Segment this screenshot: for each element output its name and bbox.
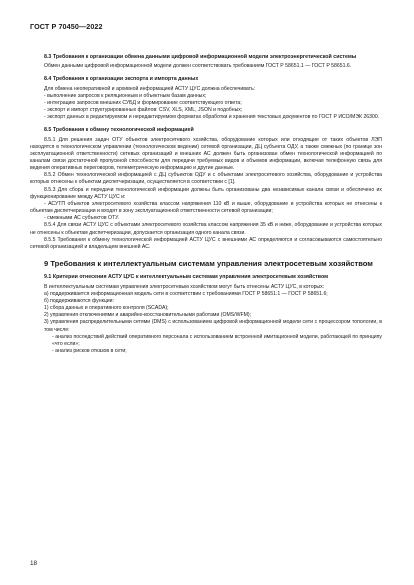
section-8-5-3-paragraph: 8.5.3 Для сбора и передачи технологической информации должны быть организованы два независимых канала связи и обеспечено их функционирование между АСТУ ЦУС и: bbox=[30, 186, 382, 200]
list-item: 2) управления отключениями и аварийно-восстановительными работами (OMS/WFM); bbox=[44, 312, 252, 319]
list-item: - экспорт данных в редактируемом и нередактируемом форматах обработки и хранения текстовых документов по ГОСТ Р ИСО/МЭК 26300. bbox=[44, 114, 380, 121]
page-content bbox=[30, 48, 382, 355]
section-8-5-2-paragraph: 8.5.2 Обмен технологической информацией с ДЦ субъектов ОДУ и с объектами электросетевого хозяйства, оборудование и устройства которых отнесены к объектам диспетчеризации, осуществляется в соответствии с [1]. bbox=[30, 172, 382, 186]
section-8-5-5-paragraph: 8.5.5 Требования к обмену технологической информацией АСТУ ЦУС с внешними АС определяются и согласовываются самостоятельно сетевой организацией и владельцем внешней АС. bbox=[30, 236, 382, 250]
page-number: 18 bbox=[30, 560, 38, 567]
list-item: - смежными АС субъектов ОТУ. bbox=[44, 215, 120, 222]
list-item: - интеграцию запросов внешних СУБД и формирование соответствующего ответа; bbox=[44, 99, 242, 106]
section-9-1-title: 9.1 Критерии отнесения АСТУ ЦУС к интеллектуальным системам управления электросетевым хозяйством bbox=[44, 274, 329, 281]
section-8-5-1-paragraph: 8.5.1 Для решения задач ОТУ объектов электросетевого хозяйства, оборудование которых или отходящие от таких объектов ЛЭП находятся в технологическом управлении (технологическом ведении) сетевой организации, ДЦ субъекта ОДУ, а также смежных (по границе зон эксплуатационной ответственности) сетевых организаций и внешних АС должен быть организован обмен технологической информацией по каналам связи достаточной пропускной способности для передачи требуемых видов и объемов информации, включая телефонную связь для ведения оперативных переговоров, телеметрическую информацию и другие данные. bbox=[30, 136, 382, 172]
list-item: 1) сбора данных и оперативного контроля (SCADA); bbox=[44, 305, 169, 312]
list-item: - выполнение запросов к реляционным и объектным базам данных; bbox=[44, 92, 207, 99]
document-code: ГОСТ Р 70450—2022 bbox=[30, 22, 103, 31]
section-8-3-paragraph: Обмен данными цифровой информационной модели должен соответствовать требованиям ГОСТ Р 58651.1 — ГОСТ Р 58651.6. bbox=[44, 63, 352, 70]
list-item: - анализ последствий действий оперативного персонала с использованием встроенной имитационной модели, работающей по принципу «что если»; bbox=[52, 333, 382, 347]
list-item-b: б) поддерживаются функции: bbox=[44, 297, 114, 304]
section-8-5-title: 8.5 Требования к обмену технологической информацией bbox=[44, 127, 194, 134]
list-item-a: а) поддерживается информационная модель сети в соответствии с требованиями ГОСТ Р 58651.1 — ГОСТ Р 58651.6; bbox=[44, 290, 328, 297]
list-item: - анализ рисков отказов в сети; bbox=[52, 348, 127, 355]
section-8-4-title: 8.4 Требования к организации экспорта и импорта данных bbox=[44, 76, 199, 83]
list-item: - АСУТП объектов электросетевого хозяйства классом напряжения 110 кВ и выше, оборудование и устройства которых не отнесены к объектам диспетчеризации и входят в зону эксплуатационной ответственности сетевой организации; bbox=[30, 200, 382, 215]
section-8-4-intro: Для обмена неоперативной и архивной информацией АСТУ ЦУС должна обеспечивать: bbox=[44, 85, 256, 92]
section-8-5-4-paragraph: 8.5.4 Для связи АСТУ ЦУС с объектами электросетевого хозяйства классом напряжения 35 кВ и ниже, оборудование и устройства которых не отнесены к объектам диспетчеризации, допускается организация одного канала связи. bbox=[30, 222, 382, 236]
list-item: 3) управления распределительными сетями (DMS) с использованием цифровой информационной модели сети с процессором топологии, в том числе: bbox=[44, 319, 382, 333]
section-9-title: 9 Требования к интеллектуальным системам управления электросетевым хозяйством bbox=[44, 259, 373, 269]
section-8-3-title: 8.3 Требования к организации обмена данными цифровой информационной модели электроэнергетической системы bbox=[44, 54, 357, 60]
list-item: - экспорт и импорт структурированных файлов: CSV, XLS, XML, JSON и подобных; bbox=[44, 107, 243, 114]
section-9-1-intro: В интеллектуальным системам управления электросетевым хозяйством могут быть отнесены АСТУ ЦУС, в которых: bbox=[44, 283, 325, 290]
